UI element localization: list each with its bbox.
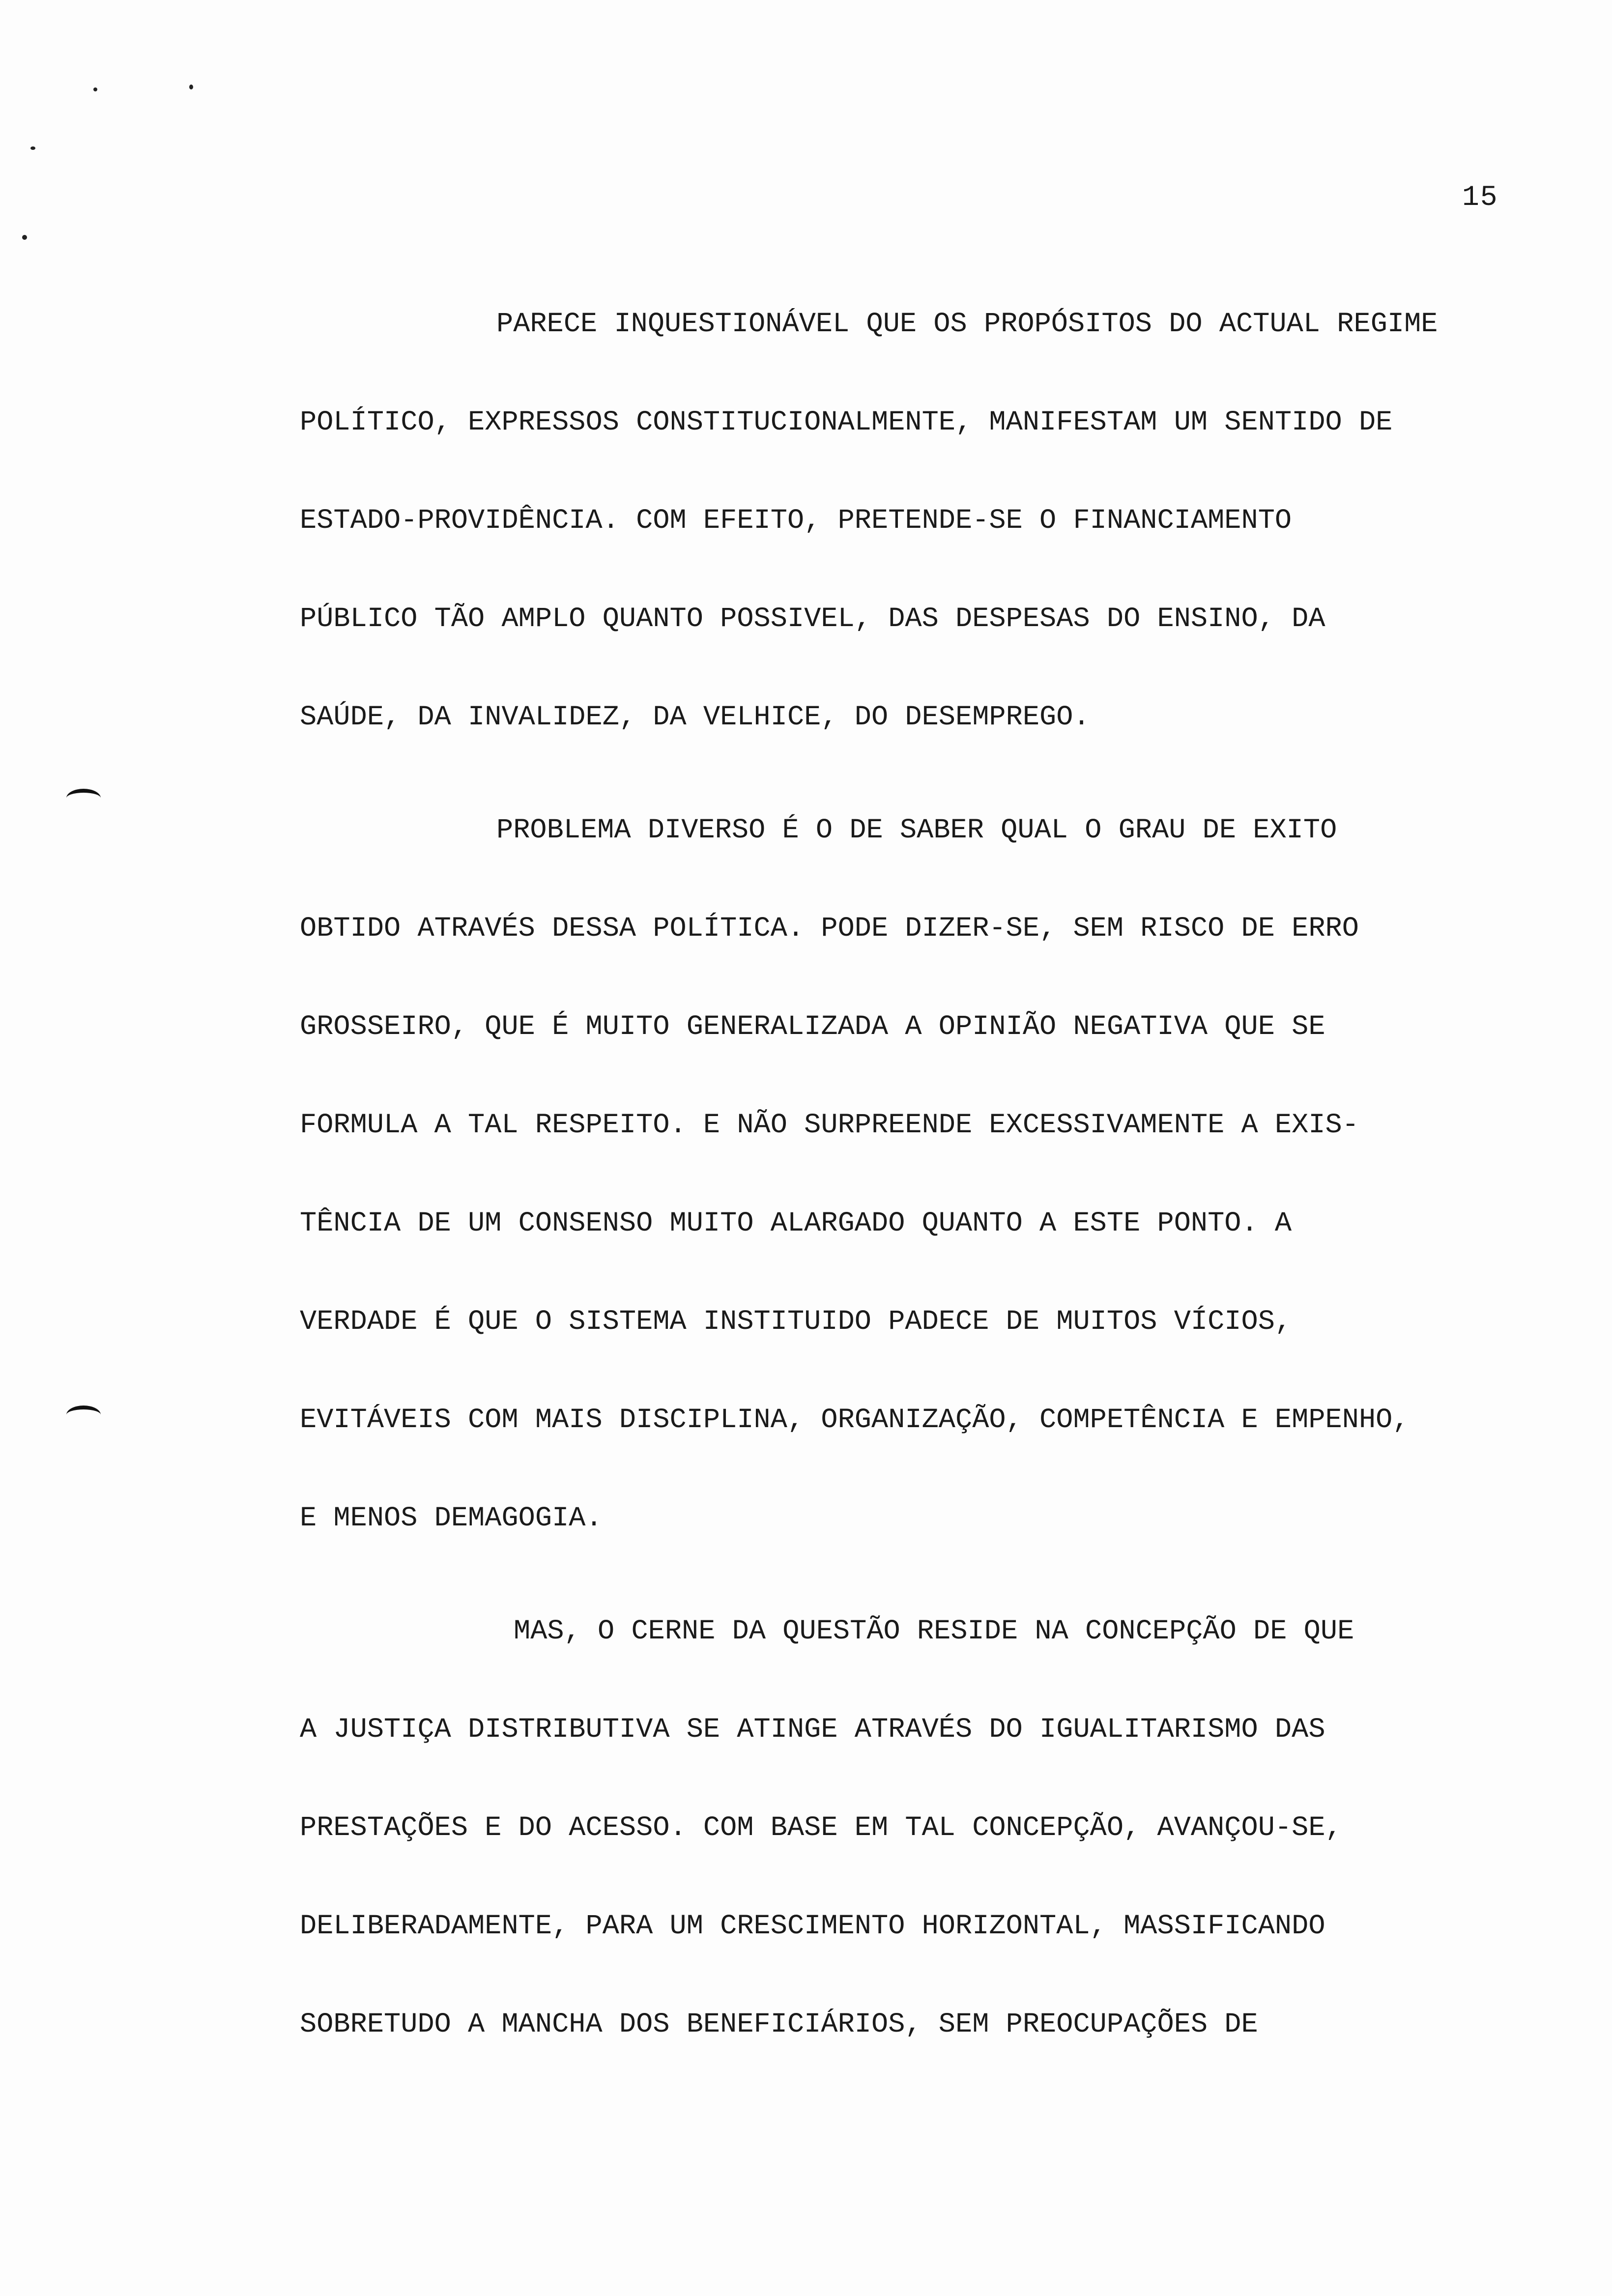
text-line: POLÍTICO, EXPRESSOS CONSTITUCIONALMENTE, MANIFESTAM UM SENTIDO DE: [300, 407, 1393, 438]
text-line: GROSSEIRO, QUE É MUITO GENERALIZADA A OPINIÃO NEGATIVA QUE SE: [300, 1011, 1325, 1043]
text-line: FORMULA A TAL RESPEITO. E NÃO SURPREENDE EXCESSIVAMENTE A EXIS-: [300, 1110, 1359, 1141]
body-text: [300, 275, 1607, 2074]
scan-speck: [30, 146, 35, 150]
scan-speck: [189, 85, 193, 89]
scan-speck: [22, 235, 27, 240]
text-line: ESTADO-PROVIDÊNCIA. COM EFEITO, PRETENDE-SE O FINANCIAMENTO: [300, 505, 1292, 537]
page-number: 15: [1462, 182, 1498, 214]
text-line: TÊNCIA DE UM CONSENSO MUITO ALARGADO QUANTO A ESTE PONTO. A: [300, 1208, 1292, 1239]
text-line: VERDADE É QUE O SISTEMA INSTITUIDO PADECE DE MUITOS VÍCIOS,: [300, 1306, 1292, 1338]
text-line: EVITÁVEIS COM MAIS DISCIPLINA, ORGANIZAÇÃO, COMPETÊNCIA E EMPENHO,: [300, 1405, 1410, 1436]
paragraph-2: [300, 781, 1607, 1568]
text-line: PARECE INQUESTIONÁVEL QUE OS PROPÓSITOS DO ACTUAL REGIME: [496, 309, 1438, 340]
text-line: A JUSTIÇA DISTRIBUTIVA SE ATINGE ATRAVÉS DO IGUALITARISMO DAS: [300, 1714, 1325, 1746]
scan-speck: [93, 87, 97, 91]
text-line: E MENOS DEMAGOGIA.: [300, 1503, 603, 1534]
text-line: DELIBERADAMENTE, PARA UM CRESCIMENTO HORIZONTAL, MASSIFICANDO: [300, 1911, 1325, 1942]
text-line: MAS, O CERNE DA QUESTÃO RESIDE NA CONCEPÇÃO DE QUE: [514, 1616, 1354, 1647]
text-line: PÚBLICO TÃO AMPLO QUANTO POSSIVEL, DAS DESPESAS DO ENSINO, DA: [300, 603, 1325, 635]
paragraph-1: [300, 275, 1607, 767]
text-line: PROBLEMA DIVERSO É O DE SABER QUAL O GRAU DE EXITO: [496, 815, 1337, 846]
text-line: OBTIDO ATRAVÉS DESSA POLÍTICA. PODE DIZER-SE, SEM RISCO DE ERRO: [300, 913, 1359, 945]
text-line: SAÚDE, DA INVALIDEZ, DA VELHICE, DO DESEMPREGO.: [300, 702, 1090, 733]
text-line: SOBRETUDO A MANCHA DOS BENEFICIÁRIOS, SEM PREOCUPAÇÕES DE: [300, 2009, 1258, 2040]
paragraph-3: [300, 1582, 1607, 2074]
binder-hole-mark: [66, 1406, 101, 1424]
text-line: PRESTAÇÕES E DO ACESSO. COM BASE EM TAL CONCEPÇÃO, AVANÇOU-SE,: [300, 1812, 1342, 1844]
binder-hole-mark: [66, 789, 101, 807]
